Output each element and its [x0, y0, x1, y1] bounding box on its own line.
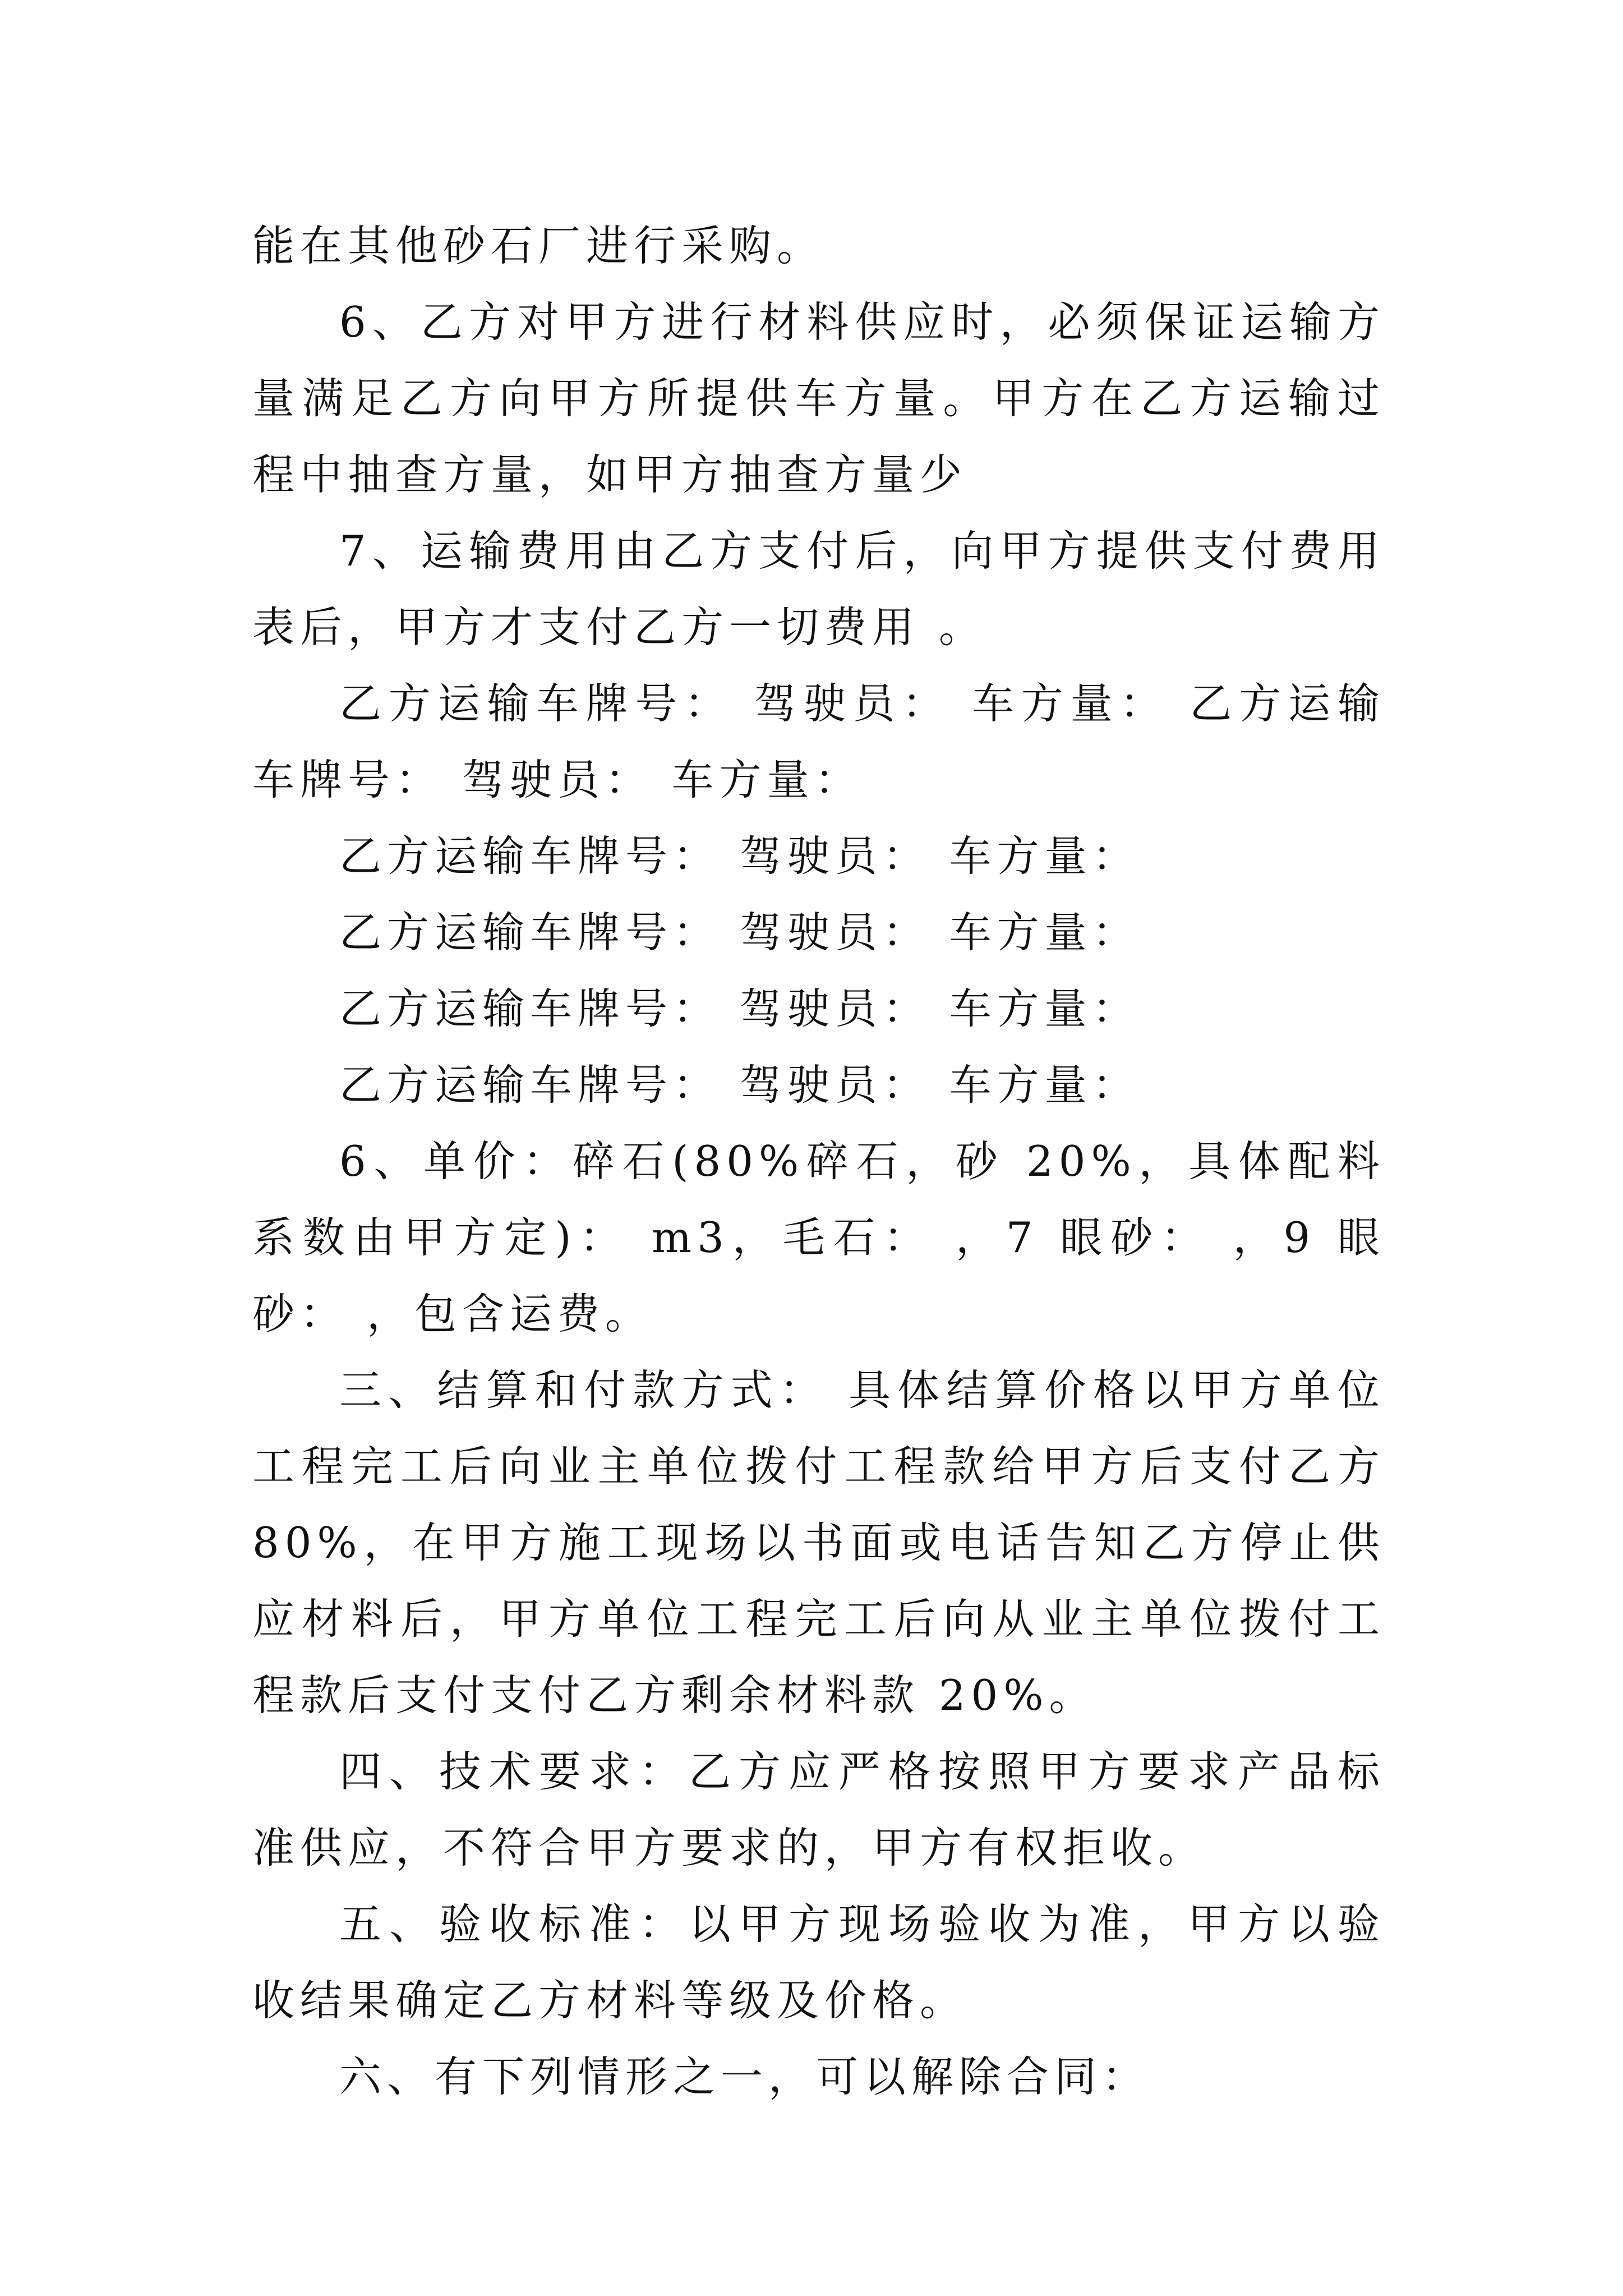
paragraph: 6、单价：碎石(80%碎石，砂 20%，具体配料系数由甲方定)： m3，毛石： ，7 眼砂： ，9 眼砂： ，包含运费。: [252, 1137, 1385, 1338]
paragraph: 乙方运输车牌号： 驾驶员： 车方量：: [339, 1060, 1140, 1110]
paragraph: 六、有下列情形之一，可以解除合同：: [339, 2052, 1150, 2101]
paragraph: 乙方运输车牌号： 驾驶员： 车方量： 乙方运输车牌号： 驾驶员： 车方量：: [252, 679, 1385, 804]
paragraph: 三、结算和付款方式： 具体结算价格以甲方单位工程完工后向业主单位拨付工程款给甲方后支付乙方 80%，在甲方施工现场以书面或电话告知乙方停止供应材料后，甲方单位工程完工后向从业主单位拨付工程款后支付支付乙方剩余材料款 20%。: [252, 1365, 1385, 1720]
paragraph: 五、验收标准：以甲方现场验收为准，甲方以验收结果确定乙方材料等级及价格。: [252, 1899, 1385, 2025]
paragraph: 四、技术要求：乙方应严格按照甲方要求产品标准供应，不符合甲方要求的，甲方有权拒收。: [252, 1747, 1385, 1872]
paragraph: 乙方运输车牌号： 驾驶员： 车方量：: [339, 908, 1140, 957]
document-body: [252, 208, 1385, 2115]
paragraph: 乙方运输车牌号： 驾驶员： 车方量：: [339, 831, 1140, 881]
paragraph: 6、乙方对甲方进行材料供应时，必须保证运输方量满足乙方向甲方所提供车方量。甲方在乙方运输过程中抽查方量，如甲方抽查方量少: [252, 297, 1385, 499]
paragraph: 能在其他砂石厂进行采购。: [252, 221, 825, 270]
paragraph: 乙方运输车牌号： 驾驶员： 车方量：: [339, 984, 1140, 1033]
paragraph: 7、运输费用由乙方支付后，向甲方提供支付费用表后，甲方才支付乙方一切费用 。: [252, 526, 1385, 652]
